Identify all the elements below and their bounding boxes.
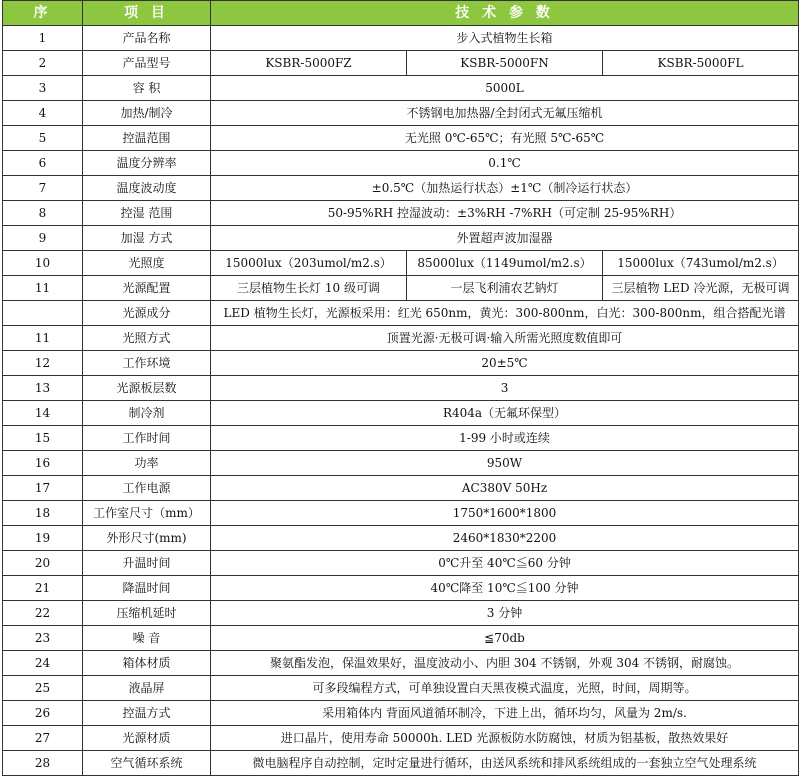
row-number: 20: [3, 551, 83, 576]
header-row: [3, 1, 799, 26]
row-item: 降温时间: [83, 576, 211, 601]
row-value: 0.1℃: [211, 151, 799, 176]
table-row: [3, 201, 799, 226]
row-value: 进口晶片，使用寿命 50000h. LED 光源板防水防腐蚀，材质为铝基板，散热效果好: [211, 726, 799, 751]
row-item: 箱体材质: [83, 651, 211, 676]
row-number: 19: [3, 526, 83, 551]
row-number: 18: [3, 501, 83, 526]
table-row: [3, 251, 799, 276]
row-number: 1: [3, 26, 83, 51]
row-item: 控温方式: [83, 701, 211, 726]
row-value: 采用箱体内 背面风道循环制冷，下进上出，循环均匀，风量为 2m/s.: [211, 701, 799, 726]
table-row: [3, 476, 799, 501]
table-row: [3, 26, 799, 51]
row-item: 产品型号: [83, 51, 211, 76]
table-row: [3, 326, 799, 351]
table-row: [3, 151, 799, 176]
row-item: 工作时间: [83, 426, 211, 451]
row-item: 温度波动度: [83, 176, 211, 201]
table-row: [3, 601, 799, 626]
row-value: 950W: [211, 451, 799, 476]
row-item: 工作环境: [83, 351, 211, 376]
row-value: 50-95%RH 控湿波动：±3%RH -7%RH（可定制 25-95%RH）: [211, 201, 799, 226]
row-value: 40℃降至 10℃≦100 分钟: [211, 576, 799, 601]
row-number: 15: [3, 426, 83, 451]
row-value: R404a（无氟环保型）: [211, 401, 799, 426]
row-number: 4: [3, 101, 83, 126]
row-value: ±0.5℃（加热运行状态）±1℃（制冷运行状态）: [211, 176, 799, 201]
header-item: 项 目: [83, 1, 211, 26]
row-number: 26: [3, 701, 83, 726]
row-value-2: 85000lux（1149umol/m2.s）: [407, 251, 603, 276]
row-number: 25: [3, 676, 83, 701]
table-row: [3, 51, 799, 76]
row-value-2: KSBR-5000FN: [407, 51, 603, 76]
row-number: 22: [3, 601, 83, 626]
row-number: 11: [3, 276, 83, 301]
spec-table: [2, 0, 799, 776]
row-number: 10: [3, 251, 83, 276]
row-item: 工作室尺寸（mm）: [83, 501, 211, 526]
header-spec: 技 术 参 数: [211, 1, 799, 26]
row-item: 工作电源: [83, 476, 211, 501]
row-item: 产品名称: [83, 26, 211, 51]
row-item: 光源成分: [83, 301, 211, 326]
row-value-3: KSBR-5000FL: [603, 51, 799, 76]
table-row: [3, 626, 799, 651]
table-row: [3, 276, 799, 301]
row-item: 控温范围: [83, 126, 211, 151]
row-value: 3: [211, 376, 799, 401]
row-number: 5: [3, 126, 83, 151]
table-row: [3, 76, 799, 101]
row-number: 13: [3, 376, 83, 401]
row-number: 11: [3, 326, 83, 351]
row-item: 加湿 方式: [83, 226, 211, 251]
row-value: LED 植物生长灯，光源板采用：红光 650nm，黄光：300-800nm，白光：300-800nm，组合搭配光谱: [211, 301, 799, 326]
row-value: 2460*1830*2200: [211, 526, 799, 551]
table-row: [3, 176, 799, 201]
row-item: 容 积: [83, 76, 211, 101]
row-number: 17: [3, 476, 83, 501]
row-item: 光源材质: [83, 726, 211, 751]
table-row: [3, 676, 799, 701]
table-row: [3, 101, 799, 126]
row-item: 控湿 范围: [83, 201, 211, 226]
row-number: 9: [3, 226, 83, 251]
row-item: 光照方式: [83, 326, 211, 351]
table-row: [3, 126, 799, 151]
row-item: 功率: [83, 451, 211, 476]
row-item: 升温时间: [83, 551, 211, 576]
row-value: 外置超声波加湿器: [211, 226, 799, 251]
row-value-1: 三层植物生长灯 10 级可调: [211, 276, 407, 301]
row-number: 23: [3, 626, 83, 651]
table-row: [3, 726, 799, 751]
table-row: [3, 301, 799, 326]
table-row: [3, 401, 799, 426]
row-number: 3: [3, 76, 83, 101]
row-value: 无光照 0℃-65℃；有光照 5℃-65℃: [211, 126, 799, 151]
row-value: 1-99 小时或连续: [211, 426, 799, 451]
table-row: [3, 651, 799, 676]
row-value: 不锈钢电加热器/全封闭式无氟压缩机: [211, 101, 799, 126]
row-item: 制冷剂: [83, 401, 211, 426]
row-number: 14: [3, 401, 83, 426]
table-row: [3, 426, 799, 451]
row-number: 7: [3, 176, 83, 201]
row-item: 噪 音: [83, 626, 211, 651]
row-number: 27: [3, 726, 83, 751]
row-item: 压缩机延时: [83, 601, 211, 626]
row-item: 温度分辨率: [83, 151, 211, 176]
row-value: 可多段编程方式，可单独设置白天黑夜模式温度，光照，时间，周期等。: [211, 676, 799, 701]
table-row: [3, 751, 799, 776]
row-item: 加热/制冷: [83, 101, 211, 126]
row-number: 24: [3, 651, 83, 676]
row-value: 步入式植物生长箱: [211, 26, 799, 51]
row-number: 2: [3, 51, 83, 76]
row-value: AC380V 50Hz: [211, 476, 799, 501]
row-number: 8: [3, 201, 83, 226]
row-value-1: KSBR-5000FZ: [211, 51, 407, 76]
header-no: 序: [3, 1, 83, 26]
spec-body: [3, 26, 799, 776]
table-row: [3, 576, 799, 601]
table-row: [3, 501, 799, 526]
row-value-3: 三层植物 LED 冷光源，无极可调: [603, 276, 799, 301]
table-row: [3, 226, 799, 251]
row-number: 6: [3, 151, 83, 176]
row-value: 微电脑程序自动控制，定时定量进行循环，由送风系统和排风系统组成的一套独立空气处理系统: [211, 751, 799, 776]
row-item: 外形尺寸(mm): [83, 526, 211, 551]
row-number: 12: [3, 351, 83, 376]
table-row: [3, 551, 799, 576]
row-value: 20±5℃: [211, 351, 799, 376]
row-item: 空气循环系统: [83, 751, 211, 776]
table-row: [3, 451, 799, 476]
row-value-1: 15000lux（203umol/m2.s）: [211, 251, 407, 276]
row-value-2: 一层飞利浦农艺钠灯: [407, 276, 603, 301]
table-row: [3, 701, 799, 726]
row-value: 0℃升至 40℃≦60 分钟: [211, 551, 799, 576]
row-item: 液晶屏: [83, 676, 211, 701]
row-value: 1750*1600*1800: [211, 501, 799, 526]
row-value: 5000L: [211, 76, 799, 101]
row-value: ≦70db: [211, 626, 799, 651]
table-row: [3, 351, 799, 376]
row-number: 28: [3, 751, 83, 776]
row-value: 顶置光源·无极可调·输入所需光照度数值即可: [211, 326, 799, 351]
row-number: 21: [3, 576, 83, 601]
row-number: 16: [3, 451, 83, 476]
table-row: [3, 526, 799, 551]
row-item: 光源板层数: [83, 376, 211, 401]
row-item: 光照度: [83, 251, 211, 276]
row-number: [3, 301, 83, 326]
row-item: 光源配置: [83, 276, 211, 301]
row-value: 聚氨酯发泡，保温效果好，温度波动小、内胆 304 不锈钢，外观 304 不锈钢，耐腐蚀。: [211, 651, 799, 676]
row-value-3: 15000lux（743umol/m2.s）: [603, 251, 799, 276]
table-row: [3, 376, 799, 401]
row-value: 3 分钟: [211, 601, 799, 626]
